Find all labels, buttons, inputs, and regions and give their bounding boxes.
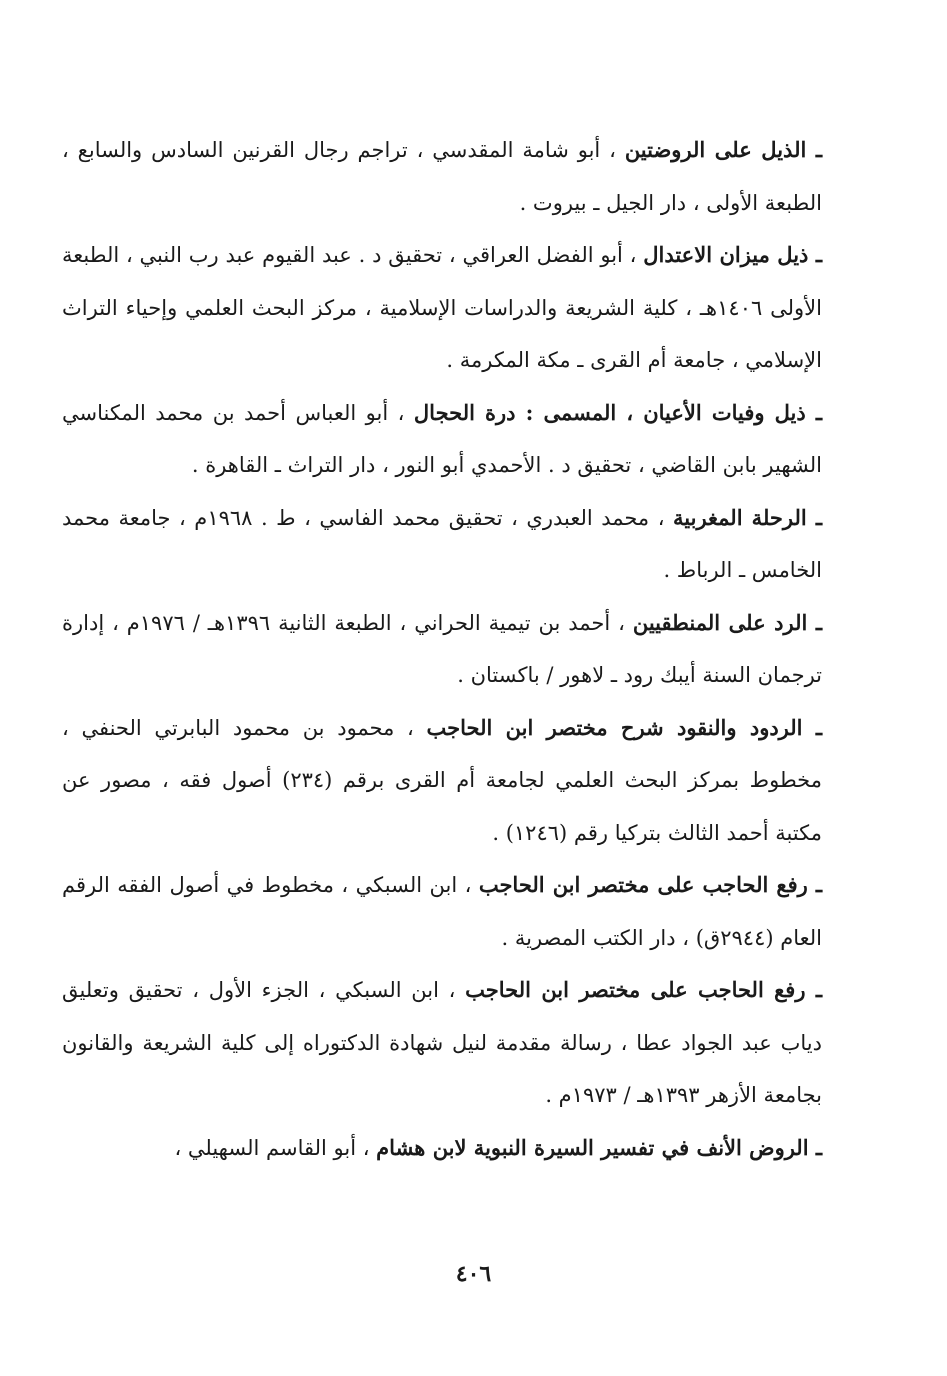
bibliography-entry xyxy=(62,702,822,860)
entry-details: ، أحمد بن تيمية الحراني ، الطبعة الثانية ١٣٩٦هـ / ١٩٧٦م ، إدارة ترجمان السنة أيبك رود ـ لاهور / باكستان . xyxy=(62,610,822,687)
entry-details: ، ابن السبكي ، مخطوط في أصول الفقه الرقم العام (٢٩٤٤ق) ، دار الكتب المصرية . xyxy=(62,873,822,950)
page-number: ٤٠٦ xyxy=(455,1261,492,1287)
bibliography-entry xyxy=(62,229,822,387)
entry-title: ـ رفع الحاجب على مختصر ابن الحاجب xyxy=(478,872,822,897)
entry-details: ، أبو العباس أحمد بن محمد المكناسي الشهير بابن القاضي ، تحقيق د . الأحمدي أبو النور ، دار التراث ـ القاهرة . xyxy=(62,400,822,477)
entry-title: ـ الروض الأنف في تفسير السيرة النبوية لابن هشام xyxy=(376,1134,822,1160)
entry-details: ، أبو القاسم السهيلي ، xyxy=(174,1135,377,1160)
entry-title: ـ الردود والنقود شرح مختصر ابن الحاجب xyxy=(426,714,822,740)
bibliography-entry xyxy=(62,387,822,492)
bibliography-entry xyxy=(62,124,822,229)
entry-details: ، أبو شامة المقدسي ، تراجم رجال القرنين السادس والسابع ، الطبعة الأولى ، دار الجيل ـ بيروت . xyxy=(62,138,822,215)
entry-title: ـ ذيل وفيات الأعيان ، المسمى : درة الحجال xyxy=(413,399,822,425)
entry-details: ، محمود بن محمود البابرتي الحنفي ، مخطوط بمركز البحث العلمي لجامعة أم القرى برقم (٢٣٤) أصول فقه ، مصور عن مكتبة أحمد الثالث بتركيا رقم (١٢٤٦) . xyxy=(62,715,822,845)
bibliography-entry xyxy=(62,964,822,1122)
entry-title: ـ رفع الحاجب على مختصر ابن الحاجب xyxy=(465,977,823,1002)
entry-details: ، أبو الفضل العراقي ، تحقيق د . عبد القيوم عبد رب النبي ، الطبعة الأولى ١٤٠٦هـ ، كلية الشريعة والدراسات الإسلامية ، مركز البحث العلمي وإحياء التراث الإسلامي ، جامعة أم القرى ـ مكة المكرمة . xyxy=(62,243,822,372)
bibliography-entry xyxy=(62,859,822,964)
entry-title: ـ الرحلة المغربية xyxy=(673,504,822,530)
bibliography-entry xyxy=(62,492,822,597)
entry-details: ، محمد العبدري ، تحقيق محمد الفاسي ، ط . ١٩٦٨م ، جامعة محمد الخامس ـ الرباط . xyxy=(62,505,822,582)
bibliography-entry xyxy=(62,597,822,702)
entry-title: ـ الذيل على الروضتين xyxy=(624,137,822,162)
entry-title: ـ الرد على المنطقيين xyxy=(632,609,823,635)
bibliography-entry xyxy=(62,1122,822,1175)
entry-details: ، ابن السبكي ، الجزء الأول ، تحقيق وتعليق دياب عبد الجواد عطا ، رسالة مقدمة لنيل شهادة الدكتوراه إلى كلية الشريعة والقانون بجامعة الأزهر ١٣٩٣هـ / ١٩٧٣م . xyxy=(62,978,822,1107)
bibliography-list xyxy=(62,124,822,1174)
entry-title: ـ ذيل ميزان الاعتدال xyxy=(643,242,822,267)
